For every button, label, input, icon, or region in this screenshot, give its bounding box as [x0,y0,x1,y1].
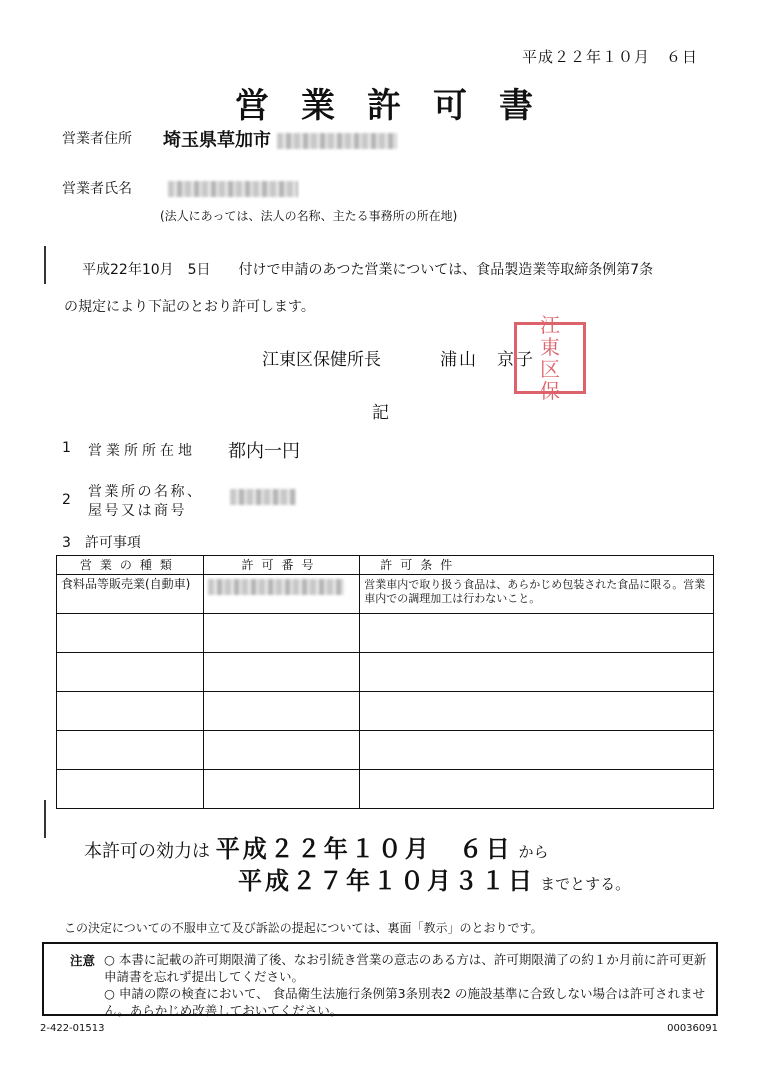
notice-label: 注意 [70,953,96,968]
permit-condition-cell: 営業車内で取り扱う食品は、あらかじめ包装された食品に限る。営業車内での調理加工は行わないこと。 [360,575,714,614]
address-text: 埼玉県草加市 [163,130,271,151]
permit-number-cell [203,575,360,614]
redacted-name [168,178,298,197]
table-row [57,614,714,653]
business-type-cell [57,770,204,809]
permit-condition-cell [360,731,714,770]
document-title: 営業許可書 [235,86,565,126]
permit-number-cell [203,731,360,770]
permit-paragraph-line1: 平成22年10月 5日 付けで申請のあつた営業については、食品製造業等取締条例第7条 [82,262,654,278]
item1-label: 営業所所在地 [88,443,196,459]
business-type-cell: 食料品等販売業(自動車) [57,575,204,614]
name-label: 営業者氏名 [62,181,132,197]
validity-line2 [238,861,630,896]
business-type-cell [57,614,204,653]
permit-condition-cell [360,692,714,731]
seal-char: 江 [540,313,560,337]
validity-from: から [518,843,549,861]
table-row [57,692,714,731]
business-type-cell [57,653,204,692]
table-row [57,575,714,614]
notice-box [42,942,718,1016]
table-row [57,653,714,692]
permit-number-cell [203,692,360,731]
seal-char: 区 [540,357,560,381]
item1-value: 都内一円 [228,441,300,462]
corporate-note: (法人にあっては、法人の名称、主たる事務所の所在地) [160,209,458,223]
redacted-address [277,133,397,149]
permit-paragraph-line2: の規定により下記のとおり許可します。 [64,299,315,315]
permit-condition-cell [360,614,714,653]
official-title: 江東区保健所長 [262,350,381,370]
permit-number-cell [203,614,360,653]
seal-char: 保 [540,379,560,403]
table-header-row [57,556,714,575]
item2-number: 2 [62,492,71,508]
table-row [57,770,714,809]
validity-prefix: 本許可の効力は [84,841,210,862]
redacted-permit-number [208,579,344,595]
permit-condition-cell [360,770,714,809]
permit-condition-cell [360,653,714,692]
official-seal [514,313,586,403]
margin-mark [44,246,46,284]
appeal-note: この決定についての不服申立て及び訴訟の提起については、裏面「教示」のとおりです。 [64,921,543,935]
seal-char: 東 [540,335,560,359]
notice-item-2: ○ 申請の際の検査において、 食品衛生法施行条例第3条別表2 の施設基準に合致しない場合は許可されません。あらかじめ改善しておいてください。 [104,986,705,1018]
header-business-type: 営業の種類 [57,556,204,575]
header-permit-conditions: 許可条件 [360,556,714,575]
notice-item-1: ○ 本書に記載の許可期限満了後、なお引続き営業の意志のある方は、許可期限満了の約１か月前に許可更新申請書を忘れず提出してください。 [104,952,707,984]
ki-heading: 記 [372,403,389,423]
margin-mark [44,800,46,838]
permit-number-cell [203,653,360,692]
validity-start-date: 平成２２年１０月 ６日 [215,835,513,863]
permit-number-cell [203,770,360,809]
permit-table [56,555,714,809]
business-type-cell [57,692,204,731]
form-number: 2-422-01513 [40,1023,105,1034]
issue-date: 平成２２年１０月 ６日 [521,48,698,66]
header-permit-number: 許可番号 [203,556,360,575]
redacted-business-name [230,486,296,505]
business-type-cell [57,731,204,770]
serial-number: 00036091 [667,1023,718,1034]
address-value [163,126,397,152]
item1-number: 1 [62,440,71,456]
table-row [57,731,714,770]
address-label: 営業者住所 [62,131,132,147]
item3-heading: 3 許可事項 [62,535,141,551]
validity-until: までとする。 [540,875,631,893]
official-name: 浦山 京子 [440,350,535,370]
validity-line1 [84,829,548,864]
validity-end-date: 平成２７年１０月３１日 [238,867,535,895]
item2-label: 営業所の名称、屋号又は商号 [88,484,204,519]
